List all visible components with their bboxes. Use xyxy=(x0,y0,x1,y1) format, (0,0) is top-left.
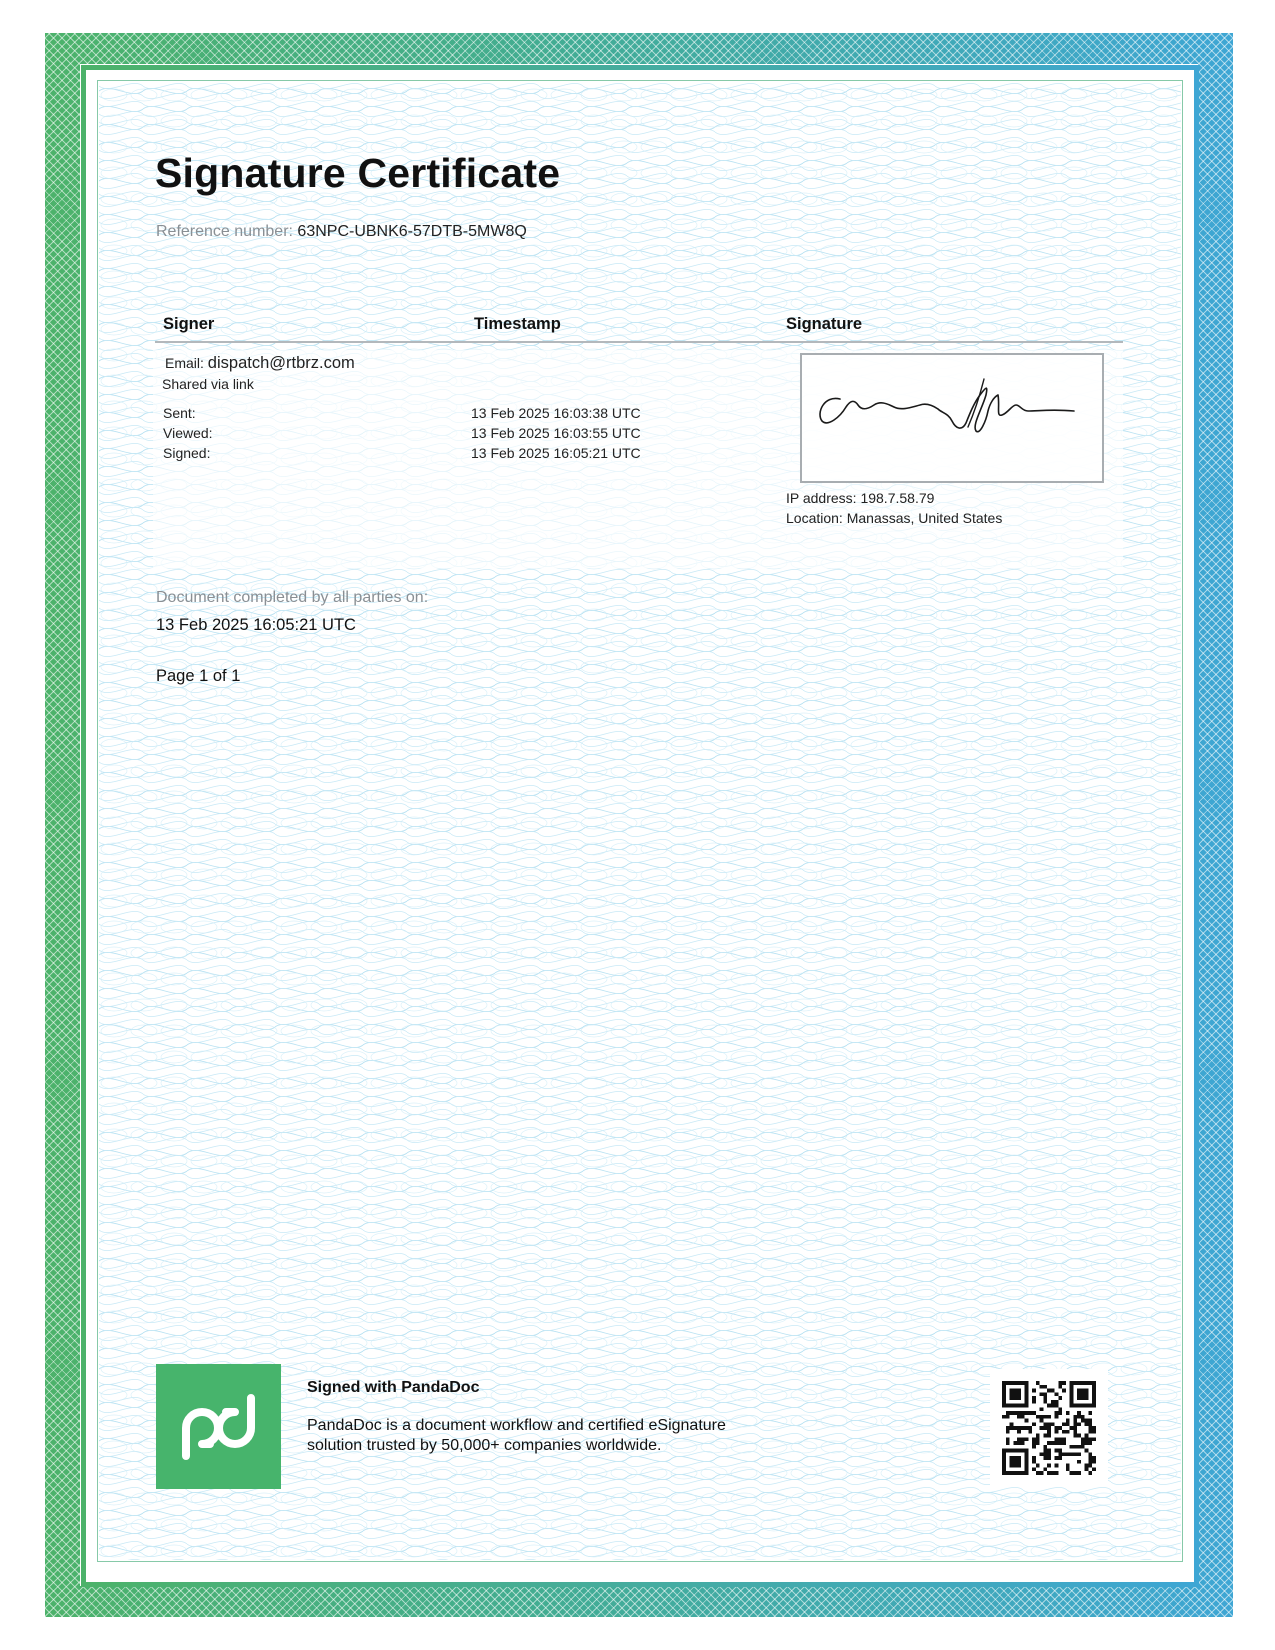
reference-row xyxy=(156,223,527,241)
share-method: Shared via link xyxy=(162,376,254,392)
security-watermark-pattern xyxy=(99,82,1181,1560)
signer-email: dispatch@rtbrz.com xyxy=(207,354,355,372)
signer-location: Location: Manassas, United States xyxy=(786,510,1003,526)
page-title: Signature Certificate xyxy=(155,150,561,196)
completion-timestamp: 13 Feb 2025 16:05:21 UTC xyxy=(156,616,356,634)
event-time-sent: 13 Feb 2025 16:03:38 UTC xyxy=(471,405,641,421)
page-number: Page 1 of 1 xyxy=(156,667,241,685)
column-header-timestamp: Timestamp xyxy=(474,315,561,333)
footer-description-line-2: solution trusted by 50,000+ companies worldwide. xyxy=(307,1437,662,1454)
reference-label: Reference number: xyxy=(156,223,293,240)
event-label-signed: Signed: xyxy=(163,445,211,461)
footer-description-line-1: PandaDoc is a document workflow and certified eSignature xyxy=(307,1417,726,1434)
event-label-sent: Sent: xyxy=(163,405,196,421)
reference-number: 63NPC-UBNK6-57DTB-5MW8Q xyxy=(297,223,527,240)
qr-code-icon[interactable] xyxy=(990,1369,1108,1487)
header-divider xyxy=(155,341,1123,343)
footer-title: Signed with PandaDoc xyxy=(307,1379,480,1396)
event-label-viewed: Viewed: xyxy=(163,425,213,441)
signature-box xyxy=(800,353,1104,483)
event-time-viewed: 13 Feb 2025 16:03:55 UTC xyxy=(471,425,641,441)
handwritten-signature xyxy=(802,355,1102,481)
footer-description xyxy=(307,1416,767,1456)
pandadoc-logo-icon xyxy=(156,1364,281,1489)
completion-label: Document completed by all parties on: xyxy=(156,589,429,606)
signer-email-row xyxy=(165,354,355,373)
email-label: Email: xyxy=(165,355,204,371)
column-header-signer: Signer xyxy=(163,315,215,333)
event-time-signed: 13 Feb 2025 16:05:21 UTC xyxy=(471,445,641,461)
ip-address: IP address: 198.7.58.79 xyxy=(786,490,935,506)
column-header-signature: Signature xyxy=(786,315,863,333)
